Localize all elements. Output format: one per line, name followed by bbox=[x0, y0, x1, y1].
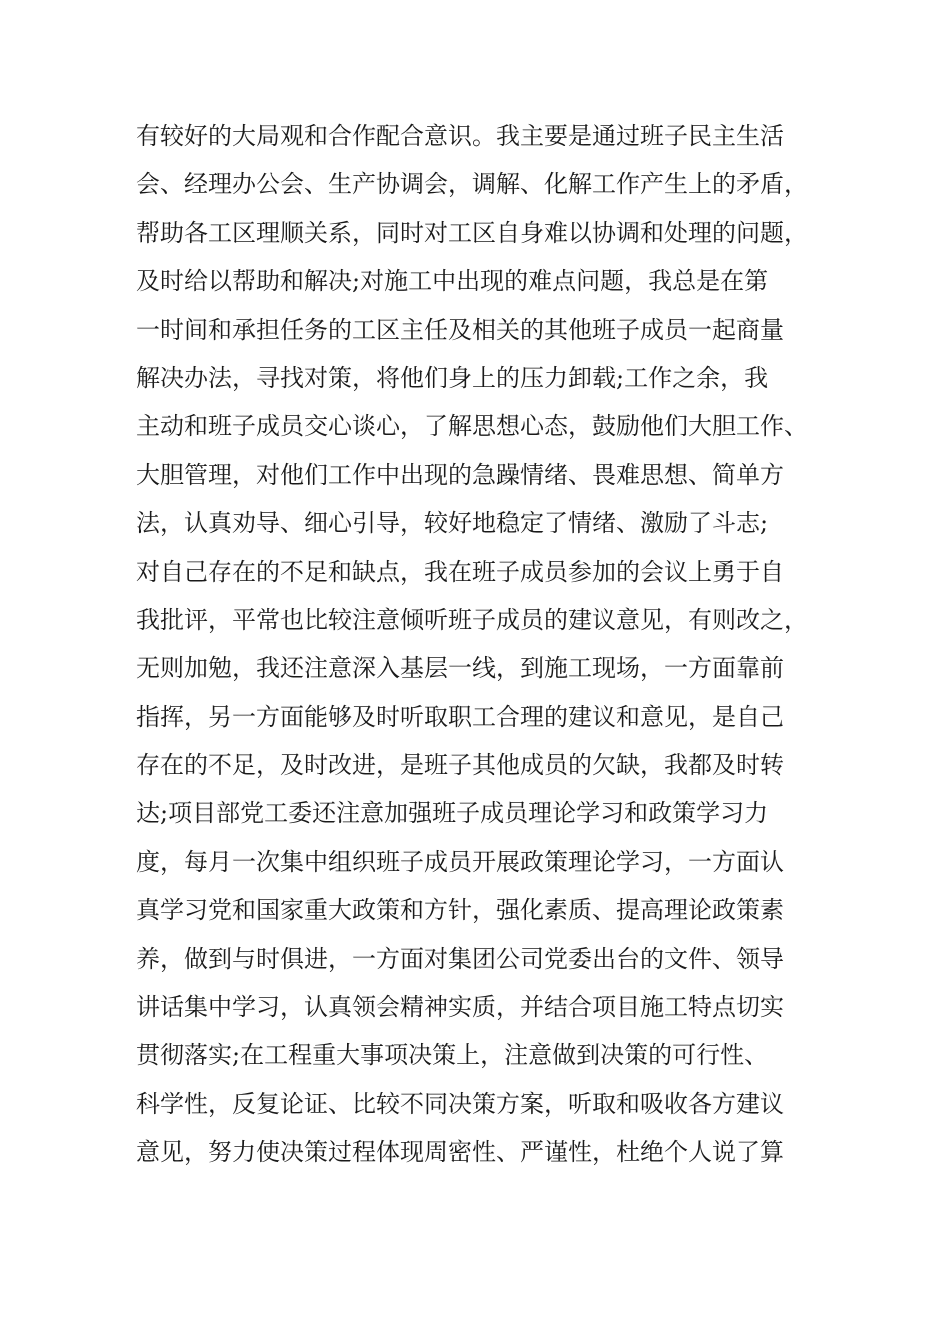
text-line: 真学习党和国家重大政策和方针，强化素质、提高理论政策素 bbox=[136, 896, 784, 925]
text-line: 无则加勉，我还注意深入基层一线，到施工现场，一方面靠前 bbox=[136, 654, 784, 683]
body-paragraph bbox=[136, 112, 836, 1177]
text-line: 帮助各工区理顺关系，同时对工区自身难以协调和处理的问题， bbox=[136, 218, 808, 247]
text-line: 指挥，另一方面能够及时听取职工合理的建议和意见，是自己 bbox=[136, 702, 784, 731]
text-line: 讲话集中学习，认真领会精神实质，并结合项目施工特点切实 bbox=[136, 993, 784, 1022]
text-line: 达;项目部党工委还注意加强班子成员理论学习和政策学习力 bbox=[136, 799, 769, 828]
text-line: 贯彻落实;在工程重大事项决策上，注意做到决策的可行性、 bbox=[136, 1041, 769, 1070]
text-line: 主动和班子成员交心谈心，了解思想心态，鼓励他们大胆工作、 bbox=[136, 412, 808, 441]
text-line: 意见，努力使决策过程体现周密性、严谨性，杜绝个人说了算 bbox=[136, 1138, 784, 1167]
text-line: 对自己存在的不足和缺点，我在班子成员参加的会议上勇于自 bbox=[136, 557, 784, 586]
text-line: 存在的不足，及时改进，是班子其他成员的欠缺，我都及时转 bbox=[136, 751, 784, 780]
text-line: 我批评，平常也比较注意倾听班子成员的建议意见，有则改之， bbox=[136, 605, 808, 634]
text-line: 一时间和承担任务的工区主任及相关的其他班子成员一起商量 bbox=[136, 315, 784, 344]
text-line: 养，做到与时俱进，一方面对集团公司党委出台的文件、领导 bbox=[136, 944, 784, 973]
text-line: 度，每月一次集中组织班子成员开展政策理论学习，一方面认 bbox=[136, 847, 784, 876]
text-line: 大胆管理，对他们工作中出现的急躁情绪、畏难思想、简单方 bbox=[136, 460, 784, 489]
text-line: 及时给以帮助和解决;对施工中出现的难点问题，我总是在第 bbox=[136, 267, 769, 296]
text-line: 会、经理办公会、生产协调会，调解、化解工作产生上的矛盾， bbox=[136, 170, 808, 199]
text-line: 有较好的大局观和合作配合意识。我主要是通过班子民主生活 bbox=[136, 122, 784, 150]
text-line: 法，认真劝导、细心引导，较好地稳定了情绪、激励了斗志; bbox=[136, 509, 769, 538]
text-line: 科学性，反复论证、比较不同决策方案，听取和吸收各方建议 bbox=[136, 1089, 784, 1118]
text-line: 解决办法，寻找对策，将他们身上的压力卸载;工作之余，我 bbox=[136, 363, 769, 392]
